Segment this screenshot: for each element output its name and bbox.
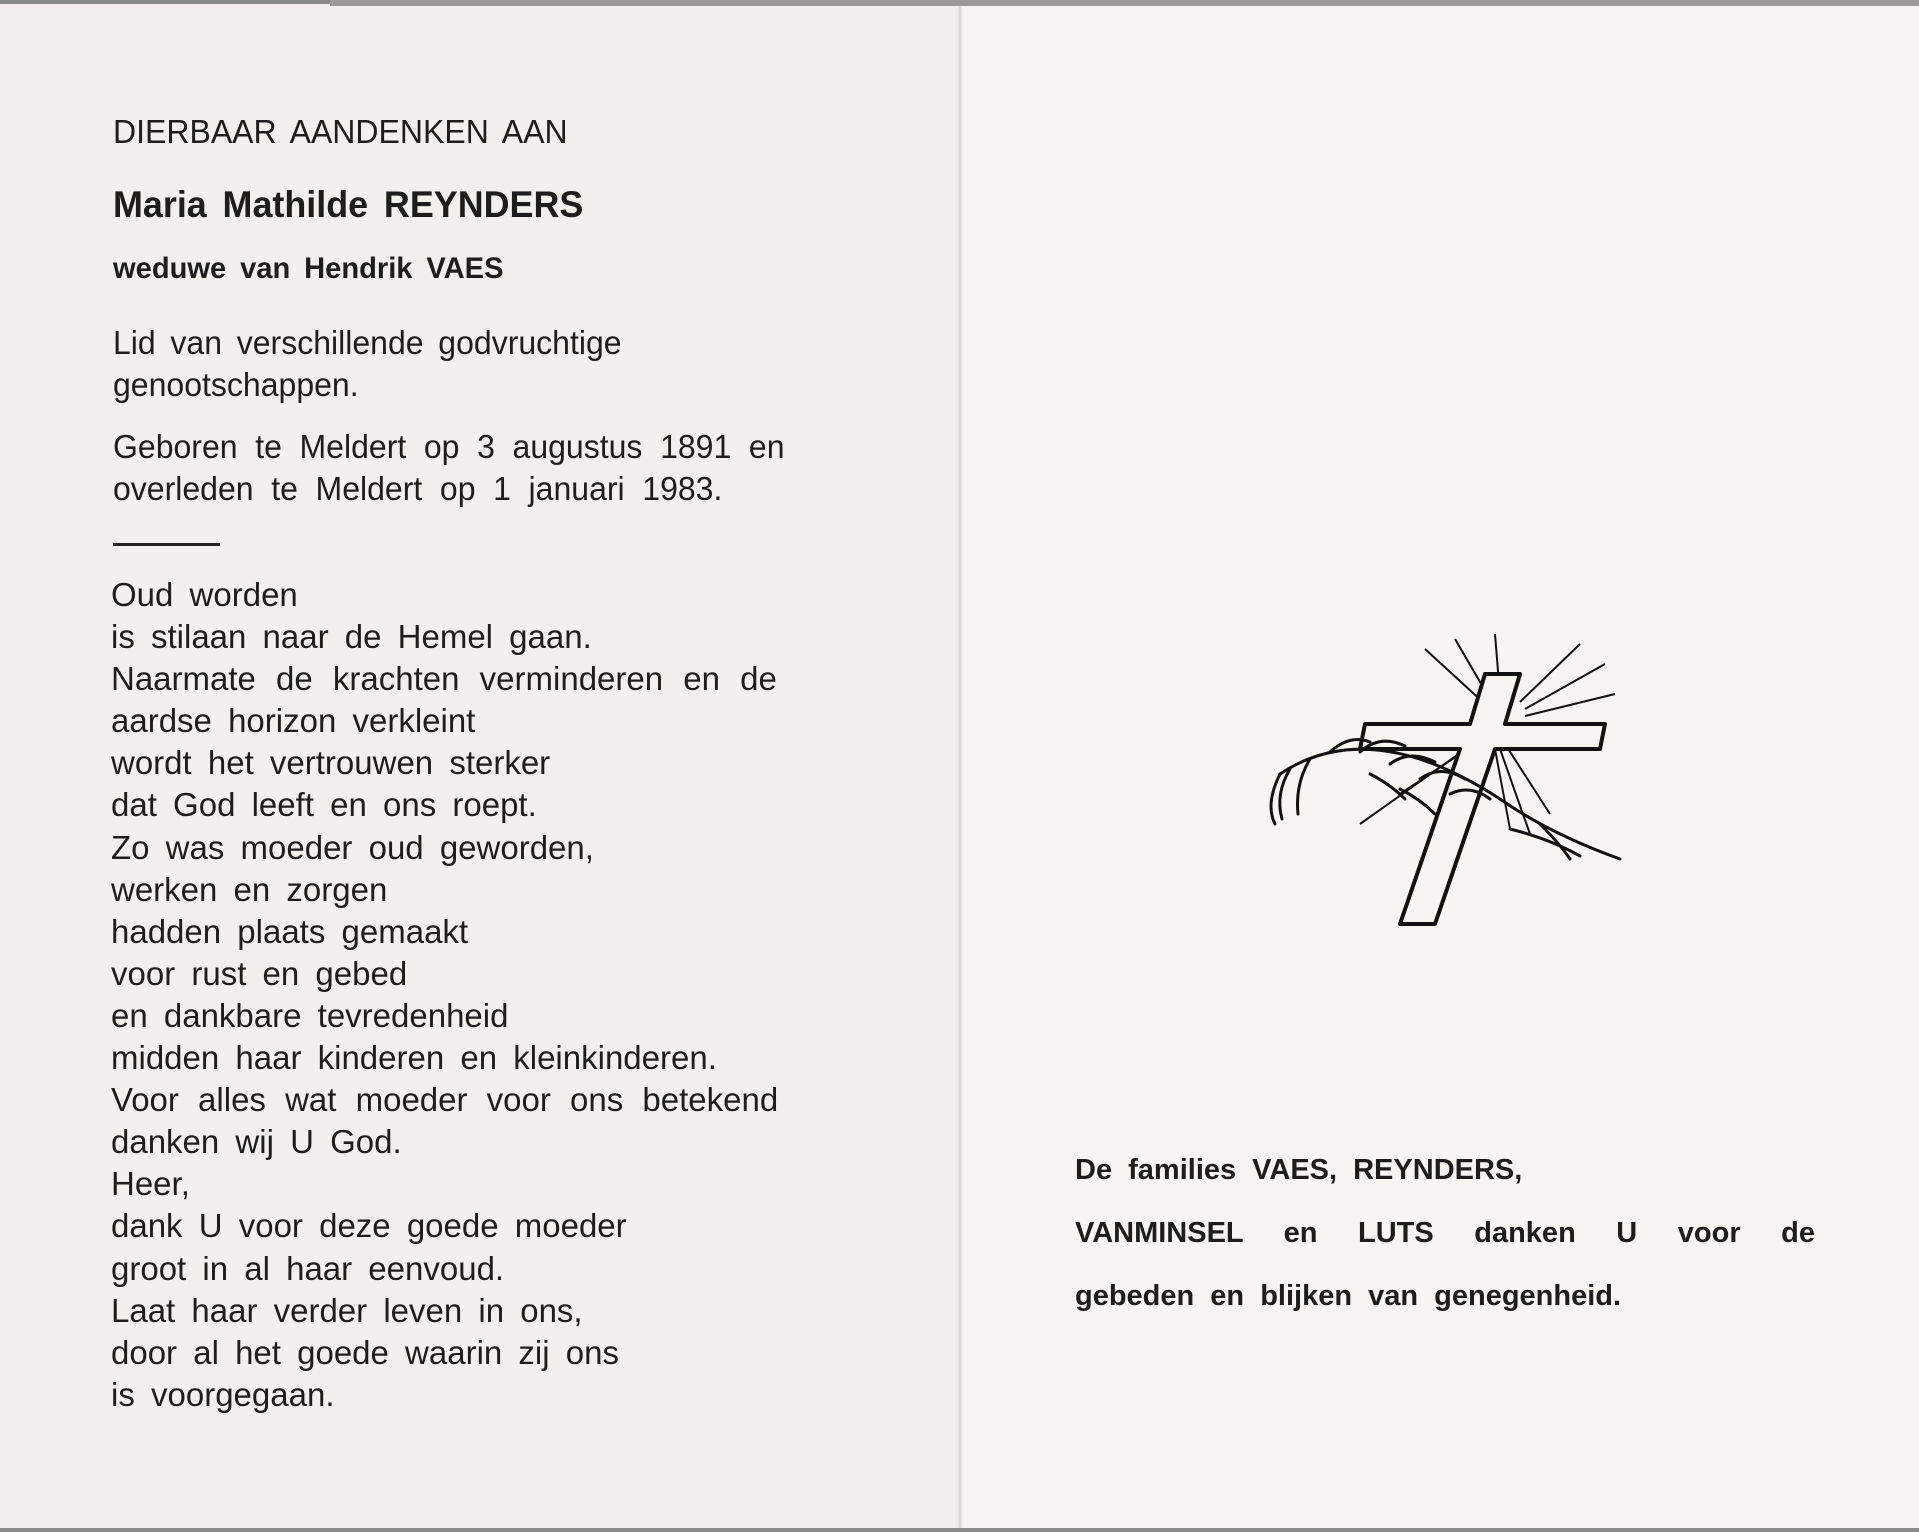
poem-line: Laat haar verder leven in ons, xyxy=(111,1291,583,1329)
header-text: DIERBAAR AANDENKEN AAN xyxy=(113,113,568,150)
poem-line: is stilaan naar de Hemel gaan. xyxy=(111,618,592,656)
deceased-name: Maria Mathilde REYNDERS xyxy=(113,184,584,225)
memorial-card xyxy=(0,4,1919,1528)
spouse-text: weduwe van Hendrik VAES xyxy=(113,252,504,285)
poem-line: hadden plaats gemaakt xyxy=(111,912,469,950)
poem-line: werken en zorgen xyxy=(111,870,388,908)
thanks-line-1: De families VAES, REYNDERS, xyxy=(1075,1154,1523,1186)
poem-line: Oud worden xyxy=(111,576,298,613)
birth-line: Geboren te Meldert op 3 augustus 1891 en xyxy=(113,428,785,465)
poem-line: groot in al haar eenvoud. xyxy=(111,1249,505,1287)
poem-line: voor rust en gebed xyxy=(111,954,408,992)
poem-line: dat God leeft en ons roept. xyxy=(111,786,537,824)
poem xyxy=(111,574,778,1416)
card-top-edge xyxy=(330,0,1919,6)
poem-line: Zo was moeder oud geworden, xyxy=(111,828,594,866)
poem-line: dank U voor deze goede moeder xyxy=(111,1207,627,1245)
poem-line: danken wij U God. xyxy=(111,1123,402,1161)
poem-line: Voor alles wat moeder voor ons betekend xyxy=(111,1081,779,1119)
divider xyxy=(113,543,220,546)
poem-line: Heer, xyxy=(111,1165,190,1203)
poem-line: is voorgegaan. xyxy=(111,1375,335,1413)
poem-line: door al het goede waarin zij ons xyxy=(111,1333,619,1371)
thanks-text xyxy=(1075,1139,1815,1328)
thanks-line-2: VANMINSEL en LUTS danken U voor de xyxy=(1075,1217,1815,1249)
membership-line-1: Lid van verschillende godvruchtige xyxy=(113,324,622,361)
poem-line: midden haar kinderen en kleinkinderen. xyxy=(111,1039,717,1077)
poem-line: en dankbare tevredenheid xyxy=(111,996,509,1034)
left-panel xyxy=(0,4,960,1528)
poem-line: wordt het vertrouwen sterker xyxy=(111,744,551,782)
death-line: overleden te Meldert op 1 januari 1983. xyxy=(113,470,723,507)
poem-line: Naarmate de krachten verminderen en de xyxy=(111,660,777,698)
poem-line: aardse horizon verkleint xyxy=(111,702,476,740)
membership-line-2: genootschappen. xyxy=(113,366,359,403)
cross-with-palm-icon xyxy=(1250,634,1670,944)
thanks-line-3: gebeden en blijken van genegenheid. xyxy=(1075,1280,1622,1312)
